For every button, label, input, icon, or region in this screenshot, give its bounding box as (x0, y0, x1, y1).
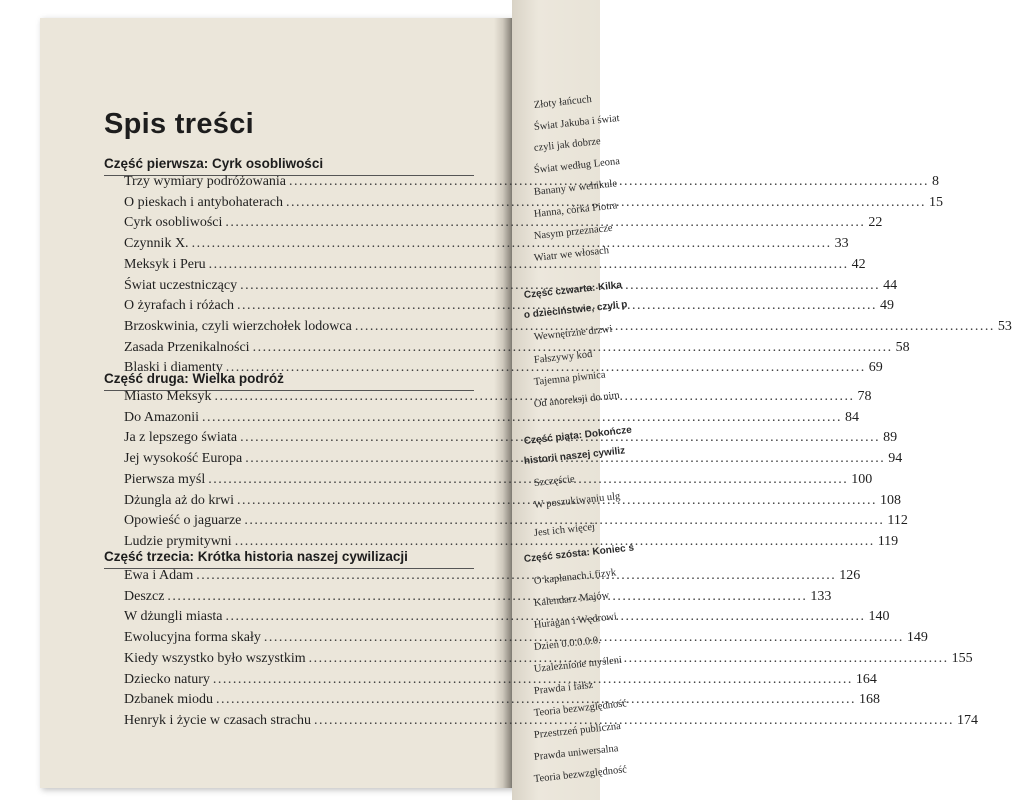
page-title: Spis treści (104, 108, 254, 140)
facing-page-entry: Banany w wehikule (533, 178, 618, 198)
toc-entry-title: Cyrk osobliwości (124, 215, 223, 231)
toc-entry-page-number: 53 (997, 318, 1012, 334)
toc-entry-page-number: 168 (859, 692, 881, 708)
toc-entry-page-number: 69 (868, 360, 883, 376)
toc-entry-title: Czynnik X. (124, 236, 189, 252)
toc-entry-title: Trzy wymiary podróżowania (124, 174, 287, 189)
toc-entry-page-number: 119 (877, 533, 899, 549)
toc-entry-page-number: 84 (845, 409, 860, 425)
dot-leader (309, 651, 949, 667)
facing-page-entry: Teoria bezwzględność (533, 764, 628, 785)
facing-page-part-heading: historii naszej cywiliz (523, 445, 626, 467)
toc-entry-page-number: 89 (883, 430, 898, 446)
toc-entry-page-number: 49 (879, 298, 894, 314)
dot-leader (213, 672, 853, 688)
facing-page-entry: Wewnętrzne drzwi (533, 323, 613, 343)
toc-entry-page-number: 44 (883, 277, 898, 293)
dot-leader (216, 692, 856, 708)
toc-entry-page-number: 78 (857, 389, 872, 404)
part-heading: Część trzecia: Krótka historia naszej cywilizacji (104, 549, 408, 564)
toc-entry-title: Ewa i Adam (124, 568, 194, 583)
facing-page-entry: Tajemna piwnica (533, 369, 607, 388)
facing-page-entry: O kapłanach i fizyk (533, 567, 617, 587)
facing-page-entry: Przestrzeń publiczna (533, 720, 622, 741)
dot-leader (208, 472, 848, 488)
toc-entry-page-number: 100 (851, 471, 873, 487)
toc-entry-title: Henryk i życie w czasach strachu (124, 712, 311, 728)
dot-leader (314, 713, 954, 729)
toc-entry-title: Meksyk i Peru (124, 256, 206, 272)
facing-page-entry: Jest ich więcej (533, 521, 596, 539)
dot-leader (226, 609, 866, 625)
toc-entry-page-number: 155 (951, 650, 973, 666)
toc-entry-page-number: 126 (839, 568, 861, 583)
facing-page-entry: W poszukiwaniu ulg (533, 490, 621, 511)
dot-leader (240, 278, 880, 294)
toc-entry-page-number: 140 (868, 609, 890, 625)
dot-leader (253, 340, 893, 356)
facing-page-entry: Uzależnione myśleni (533, 654, 623, 675)
toc-entry-title: Świat uczestniczący (124, 277, 238, 293)
dot-leader (192, 236, 832, 252)
dot-leader (237, 298, 877, 314)
dot-leader (244, 513, 884, 529)
dot-leader (264, 630, 904, 646)
dot-leader (202, 410, 842, 426)
toc-entry-title: Ewolucyjna forma skały (124, 630, 261, 646)
facing-page-entry: Prawda i fałsz (533, 679, 594, 697)
facing-page-entry: Hanna, córka Piotra (533, 200, 618, 220)
dot-leader (225, 215, 865, 231)
part-heading: Część pierwsza: Cyrk osobliwości (104, 156, 324, 171)
toc-entry-page-number: 58 (895, 339, 910, 355)
facing-page-entry: Od anoreksji do nim (533, 390, 621, 410)
dot-leader (355, 319, 995, 335)
dot-leader (235, 534, 875, 550)
toc-entry-title: Dziecko natury (124, 671, 210, 687)
dot-leader (237, 493, 877, 509)
toc-entry-title: Deszcz (124, 588, 165, 604)
toc-entry-title: Blaski i diamenty (124, 360, 223, 376)
toc-entry-title: W dżungli miasta (124, 609, 223, 625)
facing-page-entry: Szczęście (533, 473, 576, 489)
toc-entry-page-number: 22 (868, 215, 883, 231)
toc-entry-title: Brzoskwinia, czyli wierzchołek lodowca (124, 318, 352, 334)
toc-entry-page-number: 108 (880, 492, 902, 508)
toc-entry-title: Ludzie prymitywni (124, 533, 232, 549)
toc-entry-page-number: 164 (855, 671, 877, 687)
dot-leader (196, 568, 836, 584)
toc-entry (124, 409, 860, 430)
facing-page-entry: Teoria bezwzględność (533, 698, 628, 719)
facing-page-entry: Dzień 0.0.0.0.0. (533, 635, 602, 653)
toc-entry-title: Do Amazonii (124, 409, 200, 425)
toc-entry-title: O pieskach i antybohaterach (124, 194, 283, 210)
toc-entry-page-number: 174 (956, 712, 978, 728)
dot-leader (289, 174, 929, 190)
toc-entry-page-number: 42 (851, 256, 866, 272)
toc-entry-title: Pierwsza myśl (124, 471, 206, 487)
dot-leader (240, 430, 880, 446)
facing-page-entry: Wiatr we włosach (533, 245, 610, 264)
toc-entry-title: Dzbanek miodu (124, 692, 214, 708)
facing-page-entry: Huragan i Wędrowi (533, 611, 618, 631)
toc-entry-title: O żyrafach i różach (124, 298, 234, 314)
toc-entry-page-number: 149 (906, 630, 928, 646)
dot-leader (286, 195, 926, 211)
toc-entry-title: Ja z lepszego świata (124, 430, 238, 446)
toc-entry-page-number: 133 (810, 588, 832, 604)
facing-page-entry: Złoty łańcuch (533, 93, 593, 111)
toc-entry (124, 256, 866, 277)
toc-entry-page-number: 94 (888, 451, 903, 467)
toc-entry-title: Dżungla aż do krwi (124, 492, 235, 508)
toc-entry-title: Opowieść o jaguarze (124, 513, 242, 529)
dot-leader (245, 451, 885, 467)
toc-entry-title: Jej wysokość Europa (124, 451, 243, 467)
facing-page-entry: Kalendarz Majów (533, 590, 610, 609)
dot-leader (215, 389, 855, 405)
facing-page-part-heading: Część czwarta: Kilka (523, 279, 623, 301)
part-heading: Część druga: Wielka podróż (104, 371, 284, 386)
facing-page-entry: czyli jak dobrze (533, 136, 602, 154)
facing-page-entry: Nasym przeznacze (533, 222, 614, 242)
dot-leader (209, 257, 849, 273)
toc-entry-title: Kiedy wszystko było wszystkim (124, 650, 306, 666)
dot-leader (226, 360, 866, 376)
facing-page-entry: Świat według Leona (533, 156, 621, 176)
toc-entry-page-number: 8 (932, 174, 940, 189)
toc-entry-page-number: 33 (834, 236, 849, 252)
toc-entry-page-number: 15 (929, 194, 943, 210)
facing-page-entry: Świat Jakuba i świat (533, 113, 621, 133)
toc-entry-title: Zasada Przenikalności (124, 339, 250, 355)
facing-page-entry: Fałszywy kod (533, 348, 593, 366)
dot-leader (167, 589, 807, 605)
toc-entry-page-number: 112 (887, 513, 908, 529)
facing-page-part-heading: o dzieciństwie, czyli p (523, 299, 628, 321)
toc-entry-title: Miasto Meksyk (124, 389, 212, 404)
facing-page-part-heading: Część piąta: Dokończe (523, 424, 633, 447)
facing-page-part-heading: Część szósta: Koniec ś (523, 542, 635, 565)
facing-page-entry: Prawda uniwersalna (533, 743, 619, 763)
